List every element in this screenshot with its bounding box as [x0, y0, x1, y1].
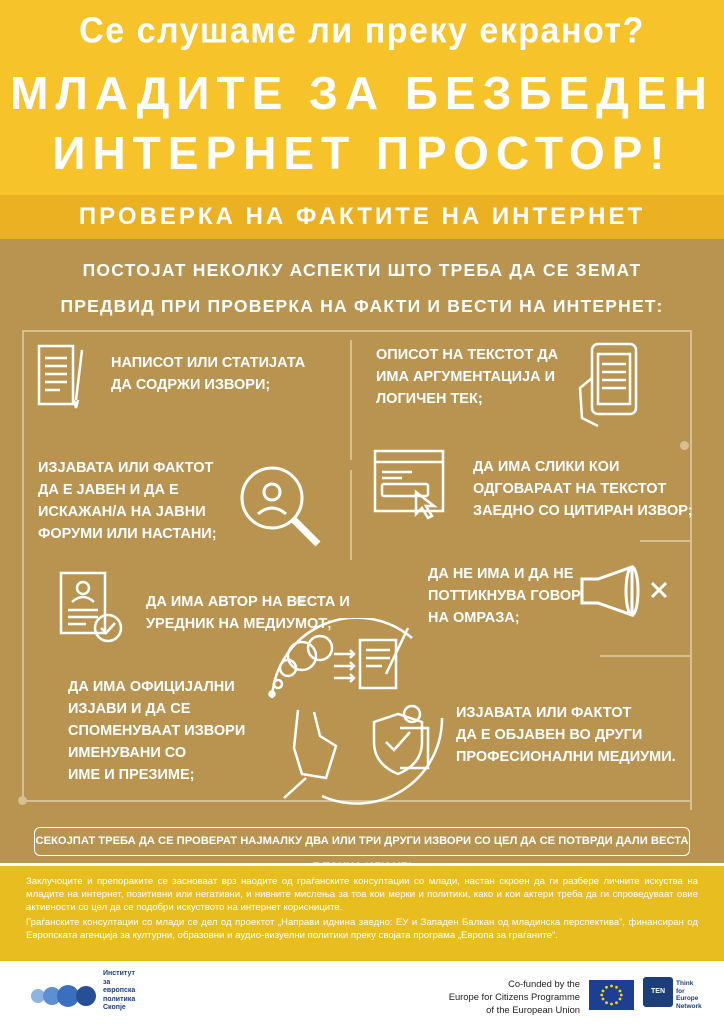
institute-logo-text: Институт за европска политика Скопје	[103, 970, 136, 1011]
footer-paragraph-1: Заклучоците и препораките се засноваат врз наодите од граѓанските консултации со млади, настан скроен да ги разбере личните искуства на младите на интернет, позитивни или негативни, и нивните мислења за тоа кои мерки и политики, како и кои актери треба да ги спроведуваат овие активности со цел да се подобри искуството на интернет корисниците.	[26, 876, 698, 913]
footer-panel	[0, 866, 724, 961]
fact-check-illustration	[262, 618, 452, 808]
item-official-statements: ДА ИМА ОФИЦИЈАЛНИ ИЗЈАВИ И ДА СЕ СПОМЕНУВААТ ИЗВОРИ ИМЕНУВАНИ СО ИМЕ И ПРЕЗИМЕ;	[68, 679, 246, 783]
item-sources: НАПИСОТ ИЛИ СТАТИЈАТА ДА СОДРЖИ ИЗВОРИ;	[111, 355, 306, 393]
intro-line-1: ПОСТОЈАТ НЕКОЛКУ АСПЕКТИ ШТО ТРЕБА ДА СЕ ЗЕМАТ	[82, 260, 642, 280]
ten-logo-text: Think for Europe Network	[676, 980, 702, 1010]
divider-line	[600, 655, 690, 657]
page-subtitle: ПРОВЕРКА НА ФАКТИТЕ НА ИНТЕРНЕТ	[78, 203, 646, 230]
item-public-statement: ИЗЈАВАТА ИЛИ ФАКТОТ ДА Е ЈАВЕН И ДА Е ИСКАЖАН/А НА ЈАВНИ ФОРУМИ ИЛИ НАСТАНИ;	[38, 460, 217, 542]
connector-dot	[18, 796, 27, 805]
page-title-line-1: МЛАДИТЕ ЗА БЕЗБЕДЕН	[10, 67, 714, 119]
intro-text	[20, 252, 704, 324]
item-no-hate-speech: ДА НЕ ИМА И ДА НЕ ПОТТИКНУВА ГОВОР НА ОМРАЗА;	[428, 566, 581, 626]
connector-dot	[680, 441, 689, 450]
divider-line	[22, 330, 24, 800]
ten-logo: TEN	[643, 977, 673, 1007]
item-argumentation: ОПИСОТ НА ТЕКСТОТ ДА ИМА АРГУМЕНТАЦИЈА И ЛОГИЧЕН ТЕК;	[376, 347, 559, 407]
divider-line	[22, 330, 692, 332]
item-other-media: ИЗЈАВАТА ИЛИ ФАКТОТ ДА Е ОБЈАВЕН ВО ДРУГИ ПРОФЕСИОНАЛНИ МЕДИУМИ.	[456, 705, 676, 765]
divider-line	[640, 540, 690, 542]
eu-flag-icon	[589, 980, 634, 1010]
divider-line	[350, 340, 352, 460]
divider-line	[690, 330, 692, 810]
cofunded-text: Co-funded by the Europe for Citizens Programme of the European Union	[448, 978, 580, 1015]
footer-paragraph-2: Граѓанските консултации со млади се дел од проектот „Направи иднина заедно: ЕУ и Западен Балкан од младинска перспектива“, финансиран од Европската агенција за културни, образовни и аудио-визуелни политики преку својата програма „Европа за граѓаните“.	[26, 917, 698, 941]
muted-megaphone-icon	[578, 563, 672, 619]
magnifier-person-icon	[236, 462, 326, 552]
header-question: Се слушаме ли преку екранот?	[79, 11, 645, 51]
intro-line-2: ПРЕДВИД ПРИ ПРОВЕРКА НА ФАКТИ И ВЕСТИ НА ИНТЕРНЕТ:	[60, 296, 664, 316]
verified-author-icon	[58, 570, 124, 644]
institute-logo	[30, 970, 160, 1020]
document-icon	[36, 340, 86, 412]
browser-window-icon	[372, 448, 446, 520]
notice-box: СЕКОЈПАТ ТРЕБА ДА СЕ ПРОВЕРАТ НАЈМАЛКУ ДВА ИЛИ ТРИ ДРУГИ ИЗВОРИ СО ЦЕЛ ДА СЕ ПОТВРДИ ДАЛИ ВЕСТА	[34, 827, 690, 856]
divider-line	[350, 470, 352, 560]
item-author-editor: ДА ИМА АВТОР НА ВЕСТА И УРЕДНИК НА МЕДИУМОТ;	[146, 594, 350, 632]
item-images: ДА ИМА СЛИКИ КОИ ОДГОВАРААТ НА ТЕКСТОТ ЗАЕДНО СО ЦИТИРАН ИЗВОР;	[473, 459, 693, 519]
page-title-line-2: ИНТЕРНЕТ ПРОСТОР!	[52, 127, 672, 179]
ebook-hand-icon	[572, 338, 644, 430]
